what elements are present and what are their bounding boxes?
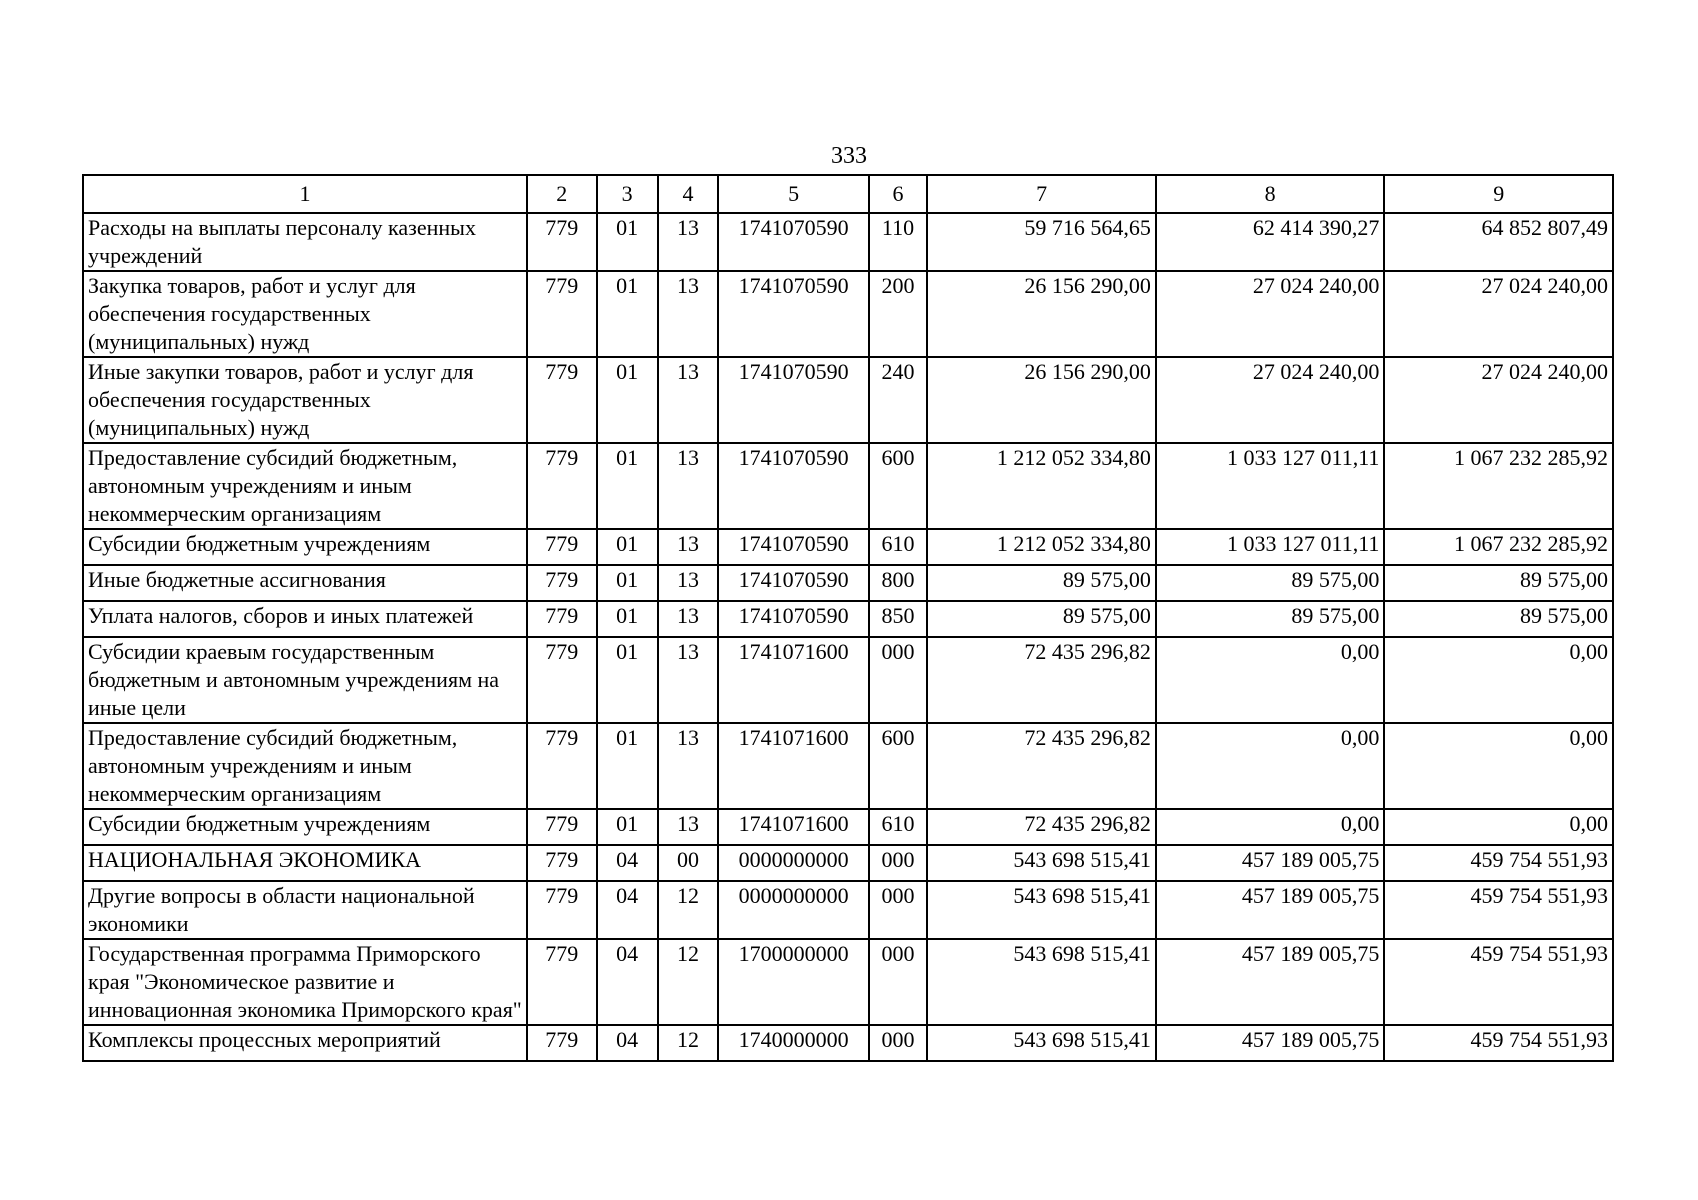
amount-col7: 89 575,00 bbox=[927, 601, 1156, 637]
subsection-code: 13 bbox=[658, 809, 719, 845]
expense-type-code: 000 bbox=[869, 939, 928, 1025]
table-row bbox=[83, 1025, 1613, 1061]
expense-type-code: 000 bbox=[869, 637, 928, 723]
admin-code: 779 bbox=[527, 939, 597, 1025]
subsection-code: 12 bbox=[658, 939, 719, 1025]
amount-col9: 459 754 551,93 bbox=[1384, 939, 1613, 1025]
amount-col8: 1 033 127 011,11 bbox=[1156, 443, 1385, 529]
expense-type-code: 000 bbox=[869, 845, 928, 881]
admin-code: 779 bbox=[527, 881, 597, 939]
target-article-code: 1740000000 bbox=[718, 1025, 868, 1061]
amount-col8: 0,00 bbox=[1156, 723, 1385, 809]
target-article-code: 1741070590 bbox=[718, 565, 868, 601]
expense-type-code: 610 bbox=[869, 809, 928, 845]
table-row bbox=[83, 529, 1613, 565]
row-name: Иные бюджетные ассигнования bbox=[83, 565, 527, 601]
row-name: Расходы на выплаты персоналу казенных учреждений bbox=[83, 213, 527, 271]
amount-col8: 0,00 bbox=[1156, 809, 1385, 845]
subsection-code: 13 bbox=[658, 271, 719, 357]
section-code: 01 bbox=[597, 637, 658, 723]
row-name: Субсидии бюджетным учреждениям bbox=[83, 809, 527, 845]
target-article-code: 1741070590 bbox=[718, 213, 868, 271]
amount-col9: 64 852 807,49 bbox=[1384, 213, 1613, 271]
section-code: 04 bbox=[597, 881, 658, 939]
expense-type-code: 600 bbox=[869, 443, 928, 529]
target-article-code: 1741070590 bbox=[718, 357, 868, 443]
subsection-code: 13 bbox=[658, 601, 719, 637]
expense-type-code: 240 bbox=[869, 357, 928, 443]
amount-col8: 62 414 390,27 bbox=[1156, 213, 1385, 271]
section-code: 01 bbox=[597, 809, 658, 845]
table-row bbox=[83, 845, 1613, 881]
row-name: Другие вопросы в области национальной экономики bbox=[83, 881, 527, 939]
row-name: Иные закупки товаров, работ и услуг для обеспечения государственных (муниципальных) нужд bbox=[83, 357, 527, 443]
subsection-code: 13 bbox=[658, 565, 719, 601]
section-code: 01 bbox=[597, 529, 658, 565]
amount-col8: 0,00 bbox=[1156, 637, 1385, 723]
admin-code: 779 bbox=[527, 809, 597, 845]
amount-col9: 27 024 240,00 bbox=[1384, 357, 1613, 443]
table-row bbox=[83, 213, 1613, 271]
amount-col9: 1 067 232 285,92 bbox=[1384, 529, 1613, 565]
admin-code: 779 bbox=[527, 565, 597, 601]
subsection-code: 12 bbox=[658, 1025, 719, 1061]
target-article-code: 1741070590 bbox=[718, 271, 868, 357]
section-code: 04 bbox=[597, 845, 658, 881]
admin-code: 779 bbox=[527, 443, 597, 529]
admin-code: 779 bbox=[527, 601, 597, 637]
expense-type-code: 000 bbox=[869, 1025, 928, 1061]
table-row bbox=[83, 637, 1613, 723]
expense-type-code: 800 bbox=[869, 565, 928, 601]
amount-col7: 543 698 515,41 bbox=[927, 939, 1156, 1025]
amount-col7: 59 716 564,65 bbox=[927, 213, 1156, 271]
subsection-code: 00 bbox=[658, 845, 719, 881]
target-article-code: 1741070590 bbox=[718, 443, 868, 529]
header-cell: 5 bbox=[718, 175, 868, 213]
subsection-code: 13 bbox=[658, 357, 719, 443]
amount-col8: 27 024 240,00 bbox=[1156, 271, 1385, 357]
table-row bbox=[83, 809, 1613, 845]
admin-code: 779 bbox=[527, 1025, 597, 1061]
section-code: 01 bbox=[597, 601, 658, 637]
subsection-code: 13 bbox=[658, 443, 719, 529]
target-article-code: 0000000000 bbox=[718, 845, 868, 881]
expense-type-code: 110 bbox=[869, 213, 928, 271]
amount-col7: 543 698 515,41 bbox=[927, 845, 1156, 881]
amount-col9: 89 575,00 bbox=[1384, 565, 1613, 601]
subsection-code: 12 bbox=[658, 881, 719, 939]
admin-code: 779 bbox=[527, 271, 597, 357]
amount-col9: 459 754 551,93 bbox=[1384, 845, 1613, 881]
row-name: Комплексы процессных мероприятий bbox=[83, 1025, 527, 1061]
section-code: 01 bbox=[597, 723, 658, 809]
amount-col7: 26 156 290,00 bbox=[927, 271, 1156, 357]
section-code: 01 bbox=[597, 565, 658, 601]
amount-col7: 72 435 296,82 bbox=[927, 637, 1156, 723]
amount-col8: 457 189 005,75 bbox=[1156, 1025, 1385, 1061]
amount-col7: 72 435 296,82 bbox=[927, 809, 1156, 845]
amount-col7: 89 575,00 bbox=[927, 565, 1156, 601]
page-number: 333 bbox=[831, 143, 867, 169]
amount-col7: 1 212 052 334,80 bbox=[927, 443, 1156, 529]
amount-col8: 89 575,00 bbox=[1156, 565, 1385, 601]
amount-col7: 1 212 052 334,80 bbox=[927, 529, 1156, 565]
expense-type-code: 200 bbox=[869, 271, 928, 357]
subsection-code: 13 bbox=[658, 637, 719, 723]
amount-col8: 1 033 127 011,11 bbox=[1156, 529, 1385, 565]
amount-col9: 89 575,00 bbox=[1384, 601, 1613, 637]
target-article-code: 1700000000 bbox=[718, 939, 868, 1025]
amount-col7: 26 156 290,00 bbox=[927, 357, 1156, 443]
table-row bbox=[83, 939, 1613, 1025]
subsection-code: 13 bbox=[658, 723, 719, 809]
section-code: 04 bbox=[597, 939, 658, 1025]
section-code: 01 bbox=[597, 357, 658, 443]
row-name: Предоставление субсидий бюджетным, автономным учреждениям и иным некоммерческим организациям bbox=[83, 723, 527, 809]
header-cell: 4 bbox=[658, 175, 719, 213]
target-article-code: 1741071600 bbox=[718, 723, 868, 809]
header-cell: 2 bbox=[527, 175, 597, 213]
subsection-code: 13 bbox=[658, 529, 719, 565]
table-row bbox=[83, 601, 1613, 637]
admin-code: 779 bbox=[527, 723, 597, 809]
row-name: Субсидии краевым государственным бюджетным и автономным учреждениям на иные цели bbox=[83, 637, 527, 723]
target-article-code: 1741070590 bbox=[718, 601, 868, 637]
amount-col9: 0,00 bbox=[1384, 809, 1613, 845]
section-code: 01 bbox=[597, 443, 658, 529]
amount-col8: 457 189 005,75 bbox=[1156, 845, 1385, 881]
header-row bbox=[83, 175, 1613, 213]
subsection-code: 13 bbox=[658, 213, 719, 271]
admin-code: 779 bbox=[527, 357, 597, 443]
table-body bbox=[83, 213, 1613, 1061]
amount-col9: 0,00 bbox=[1384, 637, 1613, 723]
section-code: 04 bbox=[597, 1025, 658, 1061]
row-name: Уплата налогов, сборов и иных платежей bbox=[83, 601, 527, 637]
amount-col8: 457 189 005,75 bbox=[1156, 939, 1385, 1025]
expense-type-code: 600 bbox=[869, 723, 928, 809]
admin-code: 779 bbox=[527, 845, 597, 881]
row-name: Государственная программа Приморского края "Экономическое развитие и инновационная экономика Приморского края" bbox=[83, 939, 527, 1025]
table-row bbox=[83, 723, 1613, 809]
header-cell: 1 bbox=[83, 175, 527, 213]
row-name: НАЦИОНАЛЬНАЯ ЭКОНОМИКА bbox=[83, 845, 527, 881]
header-cell: 9 bbox=[1384, 175, 1613, 213]
amount-col7: 543 698 515,41 bbox=[927, 1025, 1156, 1061]
table-row bbox=[83, 271, 1613, 357]
expense-type-code: 610 bbox=[869, 529, 928, 565]
amount-col9: 0,00 bbox=[1384, 723, 1613, 809]
table-row bbox=[83, 881, 1613, 939]
target-article-code: 0000000000 bbox=[718, 881, 868, 939]
table-row bbox=[83, 357, 1613, 443]
amount-col8: 27 024 240,00 bbox=[1156, 357, 1385, 443]
section-code: 01 bbox=[597, 271, 658, 357]
amount-col8: 457 189 005,75 bbox=[1156, 881, 1385, 939]
amount-col9: 1 067 232 285,92 bbox=[1384, 443, 1613, 529]
admin-code: 779 bbox=[527, 213, 597, 271]
expense-type-code: 850 bbox=[869, 601, 928, 637]
admin-code: 779 bbox=[527, 529, 597, 565]
amount-col9: 459 754 551,93 bbox=[1384, 881, 1613, 939]
header-cell: 8 bbox=[1156, 175, 1385, 213]
admin-code: 779 bbox=[527, 637, 597, 723]
table-row bbox=[83, 565, 1613, 601]
header-cell: 6 bbox=[869, 175, 928, 213]
row-name: Предоставление субсидий бюджетным, автономным учреждениям и иным некоммерческим организациям bbox=[83, 443, 527, 529]
target-article-code: 1741071600 bbox=[718, 637, 868, 723]
header-cell: 7 bbox=[927, 175, 1156, 213]
header-cell: 3 bbox=[597, 175, 658, 213]
amount-col7: 543 698 515,41 bbox=[927, 881, 1156, 939]
amount-col9: 459 754 551,93 bbox=[1384, 1025, 1613, 1061]
target-article-code: 1741071600 bbox=[718, 809, 868, 845]
target-article-code: 1741070590 bbox=[718, 529, 868, 565]
amount-col7: 72 435 296,82 bbox=[927, 723, 1156, 809]
row-name: Субсидии бюджетным учреждениям bbox=[83, 529, 527, 565]
amount-col9: 27 024 240,00 bbox=[1384, 271, 1613, 357]
expense-type-code: 000 bbox=[869, 881, 928, 939]
amount-col8: 89 575,00 bbox=[1156, 601, 1385, 637]
budget-table bbox=[82, 174, 1614, 1062]
table-row bbox=[83, 443, 1613, 529]
section-code: 01 bbox=[597, 213, 658, 271]
row-name: Закупка товаров, работ и услуг для обеспечения государственных (муниципальных) нужд bbox=[83, 271, 527, 357]
